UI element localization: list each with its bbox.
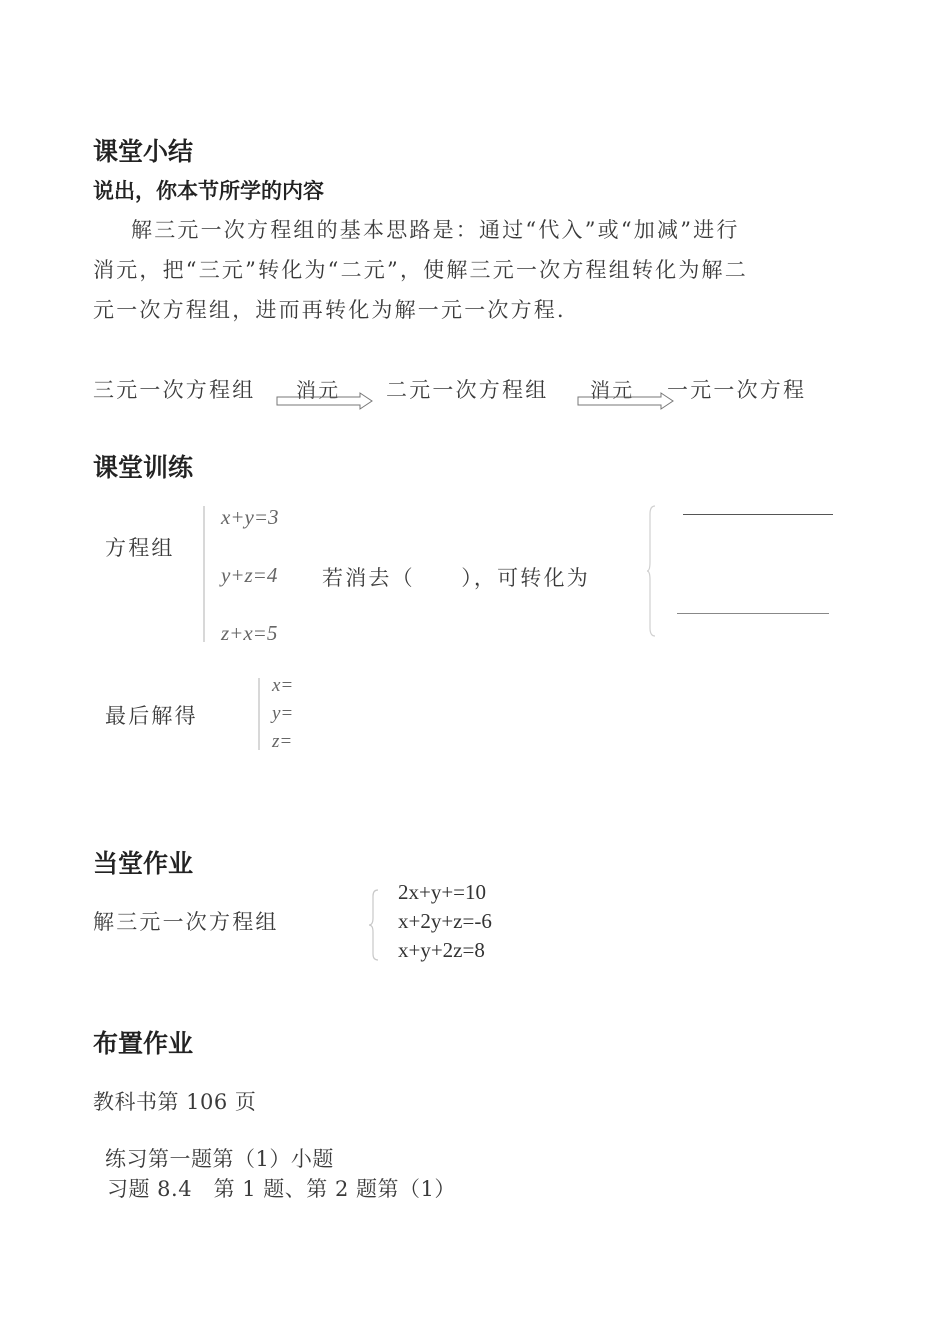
summary-paragraph-line2: 消元，把“三元”转化为“二元”，使解三元一次方程组转化为解二 — [93, 258, 748, 282]
training-answer-blank2[interactable] — [677, 613, 829, 614]
classwork-heading: 当堂作业 — [93, 849, 194, 878]
training-solution-z: z= — [272, 731, 293, 752]
training-solution-x: x= — [272, 675, 294, 696]
training-heading: 课堂训练 — [93, 453, 194, 482]
training-result-label: 最后解得 — [105, 704, 198, 728]
training-right-brace — [646, 504, 658, 638]
classwork-brace — [368, 888, 380, 962]
flow-arrow2-icon — [577, 392, 675, 410]
flow-arrow1-icon — [276, 392, 374, 410]
homework-exercise-line: 练习第一题第（1）小题 — [105, 1147, 334, 1171]
training-eq1: x+y=3 — [221, 505, 279, 529]
classwork-eq2: x+2y+z=-6 — [398, 909, 492, 933]
flow-step-unary: 一元一次方程 — [667, 378, 807, 402]
summary-subheading: 说出，你本节所学的内容 — [93, 179, 324, 203]
classwork-eq3: x+y+2z=8 — [398, 938, 485, 962]
training-result-brace — [258, 678, 260, 750]
training-system-label: 方程组 — [105, 536, 175, 560]
training-solution-y: y= — [272, 703, 294, 724]
classwork-eq1: 2x+y+=10 — [398, 880, 487, 904]
summary-heading: 课堂小结 — [93, 137, 194, 166]
training-eq2: y+z=4 — [221, 563, 278, 587]
flow-arrow2-label: 消元 — [590, 378, 635, 402]
classwork-label: 解三元一次方程组 — [93, 910, 279, 934]
summary-paragraph-line3: 元一次方程组，进而再转化为解一元一次方程． — [93, 298, 581, 322]
summary-paragraph-line1: 解三元一次方程组的基本思路是：通过“代入”或“加减”进行 — [131, 218, 740, 242]
training-eliminate-text: 若消去（ ），可转化为 — [322, 566, 590, 590]
flow-step-binary: 二元一次方程组 — [386, 378, 549, 402]
homework-problem-line: 习题 8.4 第 1 题、第 2 题第（1） — [107, 1177, 456, 1201]
training-answer-blank1[interactable] — [683, 514, 833, 515]
homework-textbook-page: 教科书第 106 页 — [93, 1090, 257, 1114]
training-left-brace — [203, 506, 205, 642]
homework-heading: 布置作业 — [93, 1029, 194, 1058]
flow-step-ternary: 三元一次方程组 — [93, 378, 256, 402]
flow-arrow1-label: 消元 — [296, 378, 341, 402]
training-eq3: z+x=5 — [221, 621, 278, 645]
